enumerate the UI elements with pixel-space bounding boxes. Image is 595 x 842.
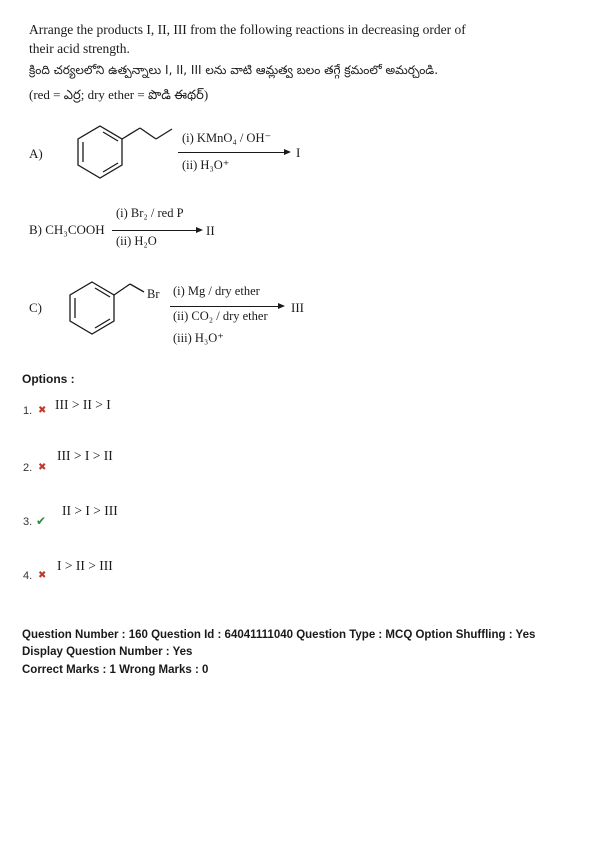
reaction-a-step1: (i) KMnO₄ / OH⁻ <box>182 131 272 145</box>
reaction-b-arrow <box>112 230 196 231</box>
option-2-number: 2. <box>23 462 33 474</box>
option-4-cross-icon: ✖ <box>38 570 47 581</box>
option-3-check-icon: ✔ <box>36 514 47 528</box>
reaction-c-product: III <box>291 300 304 315</box>
option-1-cross-icon: ✖ <box>38 405 47 416</box>
reaction-a-product: I <box>296 145 301 160</box>
metadata-line-2: Display Question Number : Yes <box>22 646 193 658</box>
reaction-b-label: B) CH₃COOH <box>29 222 105 237</box>
option-3-text: II > I > III <box>62 503 118 518</box>
reaction-a-arrowhead <box>284 149 291 155</box>
reaction-c-step3: (iii) H₃O⁺ <box>173 331 224 345</box>
option-2-cross-icon: ✖ <box>38 462 47 473</box>
reaction-a-step2: (ii) H₃O⁺ <box>182 158 230 172</box>
reaction-a-structure <box>52 112 172 192</box>
reaction-c-substituent: Br <box>147 287 160 301</box>
metadata-line-3: Correct Marks : 1 Wrong Marks : 0 <box>22 664 209 676</box>
option-4-text: I > II > III <box>57 558 113 573</box>
reaction-a-arrow <box>178 152 284 153</box>
reaction-c-step1: (i) Mg / dry ether <box>173 284 260 298</box>
metadata-line-1: Question Number : 160 Question Id : 64041111040 Question Type : MCQ Option Shuffling : Yes <box>22 629 536 641</box>
reaction-c-structure <box>44 268 154 348</box>
question-metadata <box>22 627 587 679</box>
reaction-b-step1: (i) Br₂ / red P <box>116 206 184 220</box>
option-3-number: 3. <box>23 516 33 528</box>
reaction-b-product: II <box>206 223 215 238</box>
options-heading: Options : <box>22 372 75 386</box>
reaction-c-label: C) <box>29 300 42 315</box>
question-text-telugu: క్రింది చర్యలలోని ఉత్పన్నాలు I, II, III లను వాటి ఆమ్లత్వ బలం తగ్గే క్రమంలో అమర్చండి. <box>29 63 439 77</box>
reaction-b-arrowhead <box>196 227 203 233</box>
reaction-a-label: A) <box>29 146 43 161</box>
option-1-text: III > II > I <box>55 397 111 412</box>
reaction-c-arrowhead <box>278 303 285 309</box>
reaction-c-step2: (ii) CO₂ / dry ether <box>173 309 268 323</box>
option-1-number: 1. <box>23 405 33 417</box>
option-4-number: 4. <box>23 570 33 582</box>
question-text-english: Arrange the products I, II, III from the following reactions in decreasing order of their acid strength. <box>29 22 466 56</box>
question-note: (red = ఎర్ర; dry ether = పొడి ఈథర్) <box>29 87 209 102</box>
option-2-text: III > I > II <box>57 448 113 463</box>
reaction-c-arrow <box>170 306 278 307</box>
reaction-b-step2: (ii) H₂O <box>116 234 157 248</box>
